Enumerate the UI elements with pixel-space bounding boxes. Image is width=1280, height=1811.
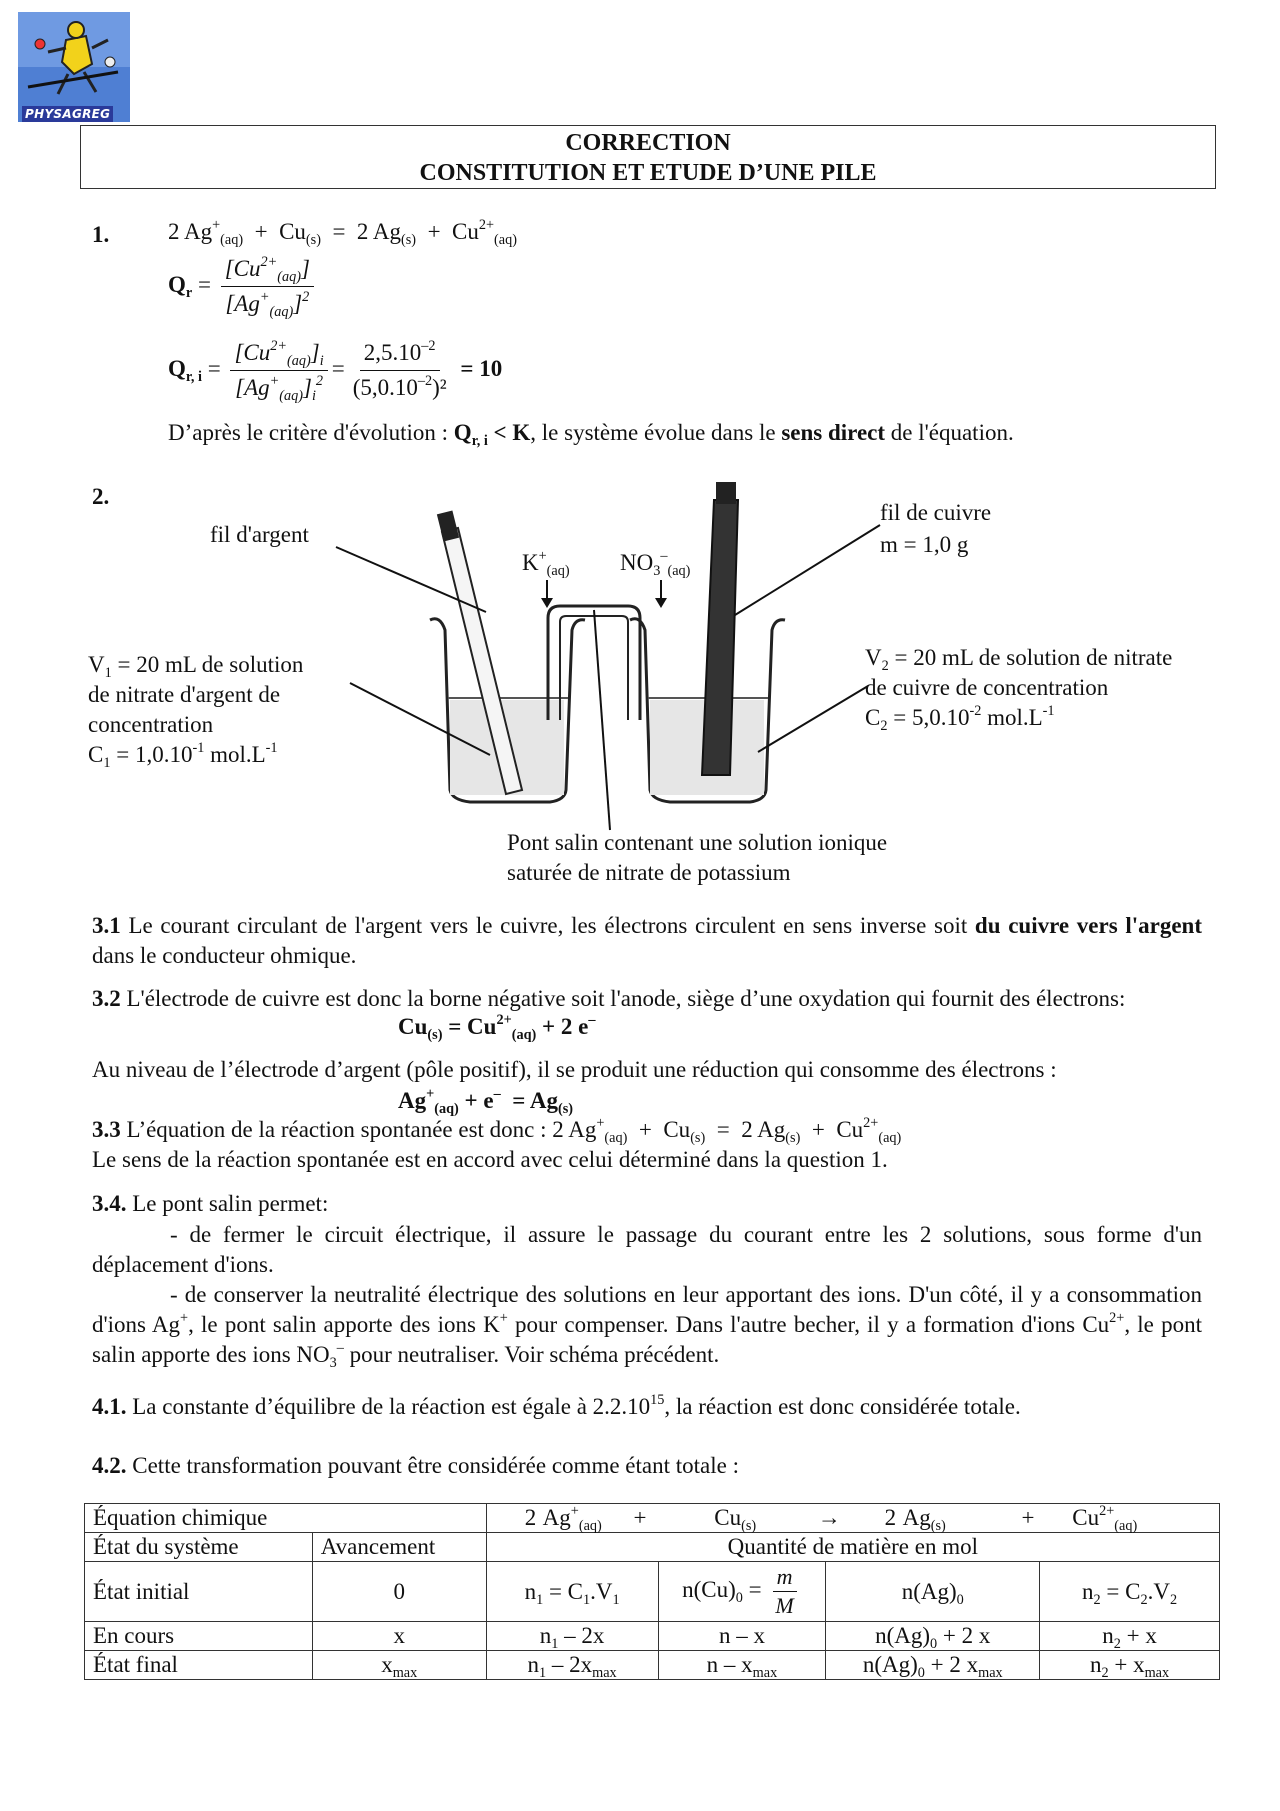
qr-label: $Q_r$ xyxy=(168,271,193,301)
q34-p2: - de conserver la neutralité électrique des solutions en leur apportant des ions. D'un côté, il y a consommation d'ions Ag+, le pont salin apporte des ions K+ pour compenser. Dans l'autre becher, il y a formation d'ions $Cu^{2+}$, le pont salin apporte des ions $NO_3^-$ pour neutraliser. Voir schéma précédent. xyxy=(92,1282,1202,1371)
label-pont: Pont salin contenant une solution ionique saturée de nitrate de potassium xyxy=(507,830,888,885)
header-etat: État du système xyxy=(85,1533,313,1562)
q41-text: 4.1. La constante d’équilibre de la réaction est égale à 2.2.10$^{15}$, la réaction est donc considérée totale. xyxy=(92,1392,1021,1419)
logo-text: PHYSAGREG xyxy=(22,106,113,122)
label-fil-cuivre: fil de cuivre xyxy=(880,500,992,525)
label-v2: $V_2 = 20$ mL de solution de nitrate de cuivre de concentration $C_2 = 5,0.10^{-2}$ $mol.L^{-1}$ xyxy=(865,645,1173,734)
title-line1: CORRECTION xyxy=(565,130,731,156)
progress-table xyxy=(84,1503,1220,1680)
q2-number: 2. xyxy=(92,484,110,509)
table-row: En cours x $n_1 - 2x$ n – x $n(Ag)_0 + 2$ x $n_2 + x$ xyxy=(85,1622,1220,1651)
q33-text2: Le sens de la réaction spontanée est en accord avec celui déterminé dans la question 1. xyxy=(92,1147,888,1172)
q32-reduction: $Ag^+_{(aq)} + e^- = Ag_{(s)}$ xyxy=(398,1086,573,1117)
q34-intro: 3.4. Le pont salin permet: xyxy=(92,1191,329,1216)
pointer-v2 xyxy=(758,686,868,752)
qri-result: = 10 xyxy=(460,355,503,381)
q1-qr: $Q_r$ = $\frac{[Cu^{2+}_{(aq)}]}{[Ag^+_{(aq)}]^2}$ xyxy=(168,254,318,319)
label-fil-argent: fil d'argent xyxy=(210,522,309,547)
q32-text: 3.2 L'électrode de cuivre est donc la borne négative soit l'anode, siège d’une oxydation qui fournit des électrons: xyxy=(92,986,1126,1011)
table-row xyxy=(85,1533,1220,1562)
header-avancement: Avancement xyxy=(312,1533,486,1562)
table-equation: 2 $Ag^+_{(aq)} + Cu_{(s)} \to 2$ $Ag_{(s)} + Cu^{2+}_{(aq)}$ xyxy=(486,1504,1219,1533)
pointer-fil-cuivre xyxy=(735,525,880,615)
header-quantity: Quantité de matière en mol xyxy=(486,1533,1219,1562)
q32-reduction-text: Au niveau de l’électrode d’argent (pôle positif), il se produit une réduction qui consomme des électrons : xyxy=(92,1057,1057,1082)
q42-text: 4.2. Cette transformation pouvant être considérée comme étant totale : xyxy=(92,1453,739,1478)
header-equation: Équation chimique xyxy=(85,1504,487,1533)
q1-qri: $Q_{r, i}$ = $\frac{[Cu^{2+}_{(aq)}]_i}{[Ag^+_{(aq)}]_i^2}$ = $\frac{2,5.10^{-2}}{(5,0.10^{-2})^2}$ = 10 xyxy=(168,338,503,404)
q33-text: 3.3 L’équation de la réaction spontanée est donc : 2 $Ag^+_{(aq)} + Cu_{(s)} = 2$ $Ag_{(s)} + Cu^{2+}_{(aq)}$ xyxy=(92,1115,902,1146)
q1-number: 1. xyxy=(92,222,110,247)
title-box xyxy=(80,125,1216,189)
q31-text: 3.1 Le courant circulant de l'argent vers le cuivre, les électrons circulent en sens inverse soit du cuivre vers l'argent dans le conducteur ohmique. xyxy=(92,913,1202,968)
label-v1: $V_1 = 20$ mL de solution de nitrate d'argent de concentration $C_1 = 1,0.10^{-1}$ $mol.L^{-1}$ xyxy=(88,652,304,771)
table-row xyxy=(85,1504,1220,1533)
q1-equation: 2 $Ag^+_{(aq)} + Cu_{(s)} = 2$ $Ag_{(s)} + Cu^{2+}_{(aq)}$ xyxy=(168,217,517,248)
logo xyxy=(18,12,130,122)
qri-num: 2,5.10 xyxy=(363,340,422,365)
q34-p1: - de fermer le circuit électrique, il assure le passage du courant entre les 2 solutions, sous forme d'un déplacement d'ions. xyxy=(92,1222,1202,1277)
qri-label: $Q_{r, i}$ xyxy=(168,355,202,385)
title-line2: CONSTITUTION ET ETUDE D’UNE PILE xyxy=(419,160,877,186)
table-row: État initial 0 $n_1 = C_1.V_1$ $n(Cu)_0$ = $\frac{m}{M}$ $n(Ag)_0$ $n_2 = C_2.V_2$ xyxy=(85,1562,1220,1622)
label-no3: $NO_3^-_{(aq)}$ xyxy=(620,548,691,579)
pointer-pont xyxy=(594,610,610,830)
label-k: $K^+_{(aq)}$ xyxy=(522,548,570,579)
q32-oxidation: $Cu_{(s)} = Cu^{2+}_{(aq)} + 2$ e– xyxy=(398,1012,596,1043)
label-mass: m = 1,0 g xyxy=(880,532,969,557)
qr-fraction: $\frac{[Cu^{2+}_{(aq)}]}{[Ag^+_{(aq)}]^2}$ xyxy=(221,254,314,319)
q1-criterion: D’après le critère d'évolution : $Q_{r, i} < K$, le système évolue dans le sens direct de l'équation. xyxy=(168,420,1014,449)
table-row: État final $x_{max}$ $n_1 - 2x_{max}$ n – $x_{max}$ $n(Ag)_0 + 2$ $x_{max}$ $n_2 + x_{max}$ xyxy=(85,1651,1220,1680)
